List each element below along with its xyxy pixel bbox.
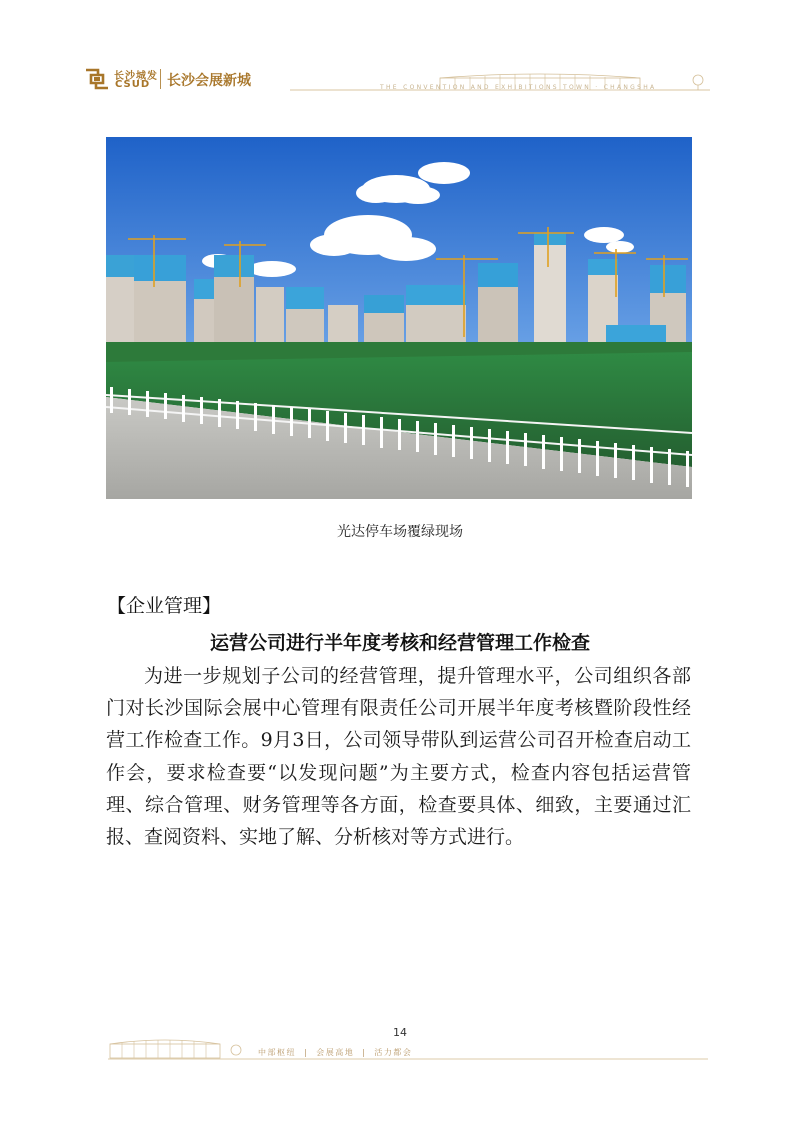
page-number: 14	[393, 1026, 407, 1039]
csud-logo-icon	[84, 66, 110, 92]
footer-slogan	[258, 1047, 412, 1058]
photo-caption: 光达停车场覆绿现场	[337, 524, 463, 540]
article-title: 运营公司进行半年度考核和经营管理工作检查	[209, 632, 590, 654]
section-heading: 【企业管理】	[107, 595, 222, 617]
article-body: 为进一步规划子公司的经营管理，提升管理水平，公司组织各部门对长沙国际会展中心管理有限责任公司开展半年度考核暨阶段性经营工作检查工作。9月3日，公司领导带队到运营公司召开检查启动工作会，要求检查要“以发现问题”为主要方式，检查内容包括运营管理、综合管理、财务管理等各方面，检查要具体、细致，主要通过汇报、查阅资料、实地了解、分析核对等方式进行。	[106, 665, 691, 849]
slogan-3: 活力都会	[374, 1048, 413, 1057]
slogan-1: 中部枢纽	[258, 1048, 296, 1057]
header-divider	[160, 69, 161, 89]
slogan-separator: |	[362, 1048, 367, 1057]
header-tagline: THE CONVENTION AND EXHIBITIONS TOWN · CHANGSHA	[380, 84, 657, 91]
page-header	[84, 66, 710, 96]
town-name: 长沙会展新城	[167, 73, 251, 89]
slogan-2: 会展高地	[316, 1048, 355, 1057]
brand-name-en: CSUD	[115, 79, 151, 90]
brand-name-cn: 长沙城发	[114, 71, 158, 82]
slogan-separator: |	[304, 1048, 309, 1057]
parking-lot-greening-photo	[106, 137, 692, 499]
